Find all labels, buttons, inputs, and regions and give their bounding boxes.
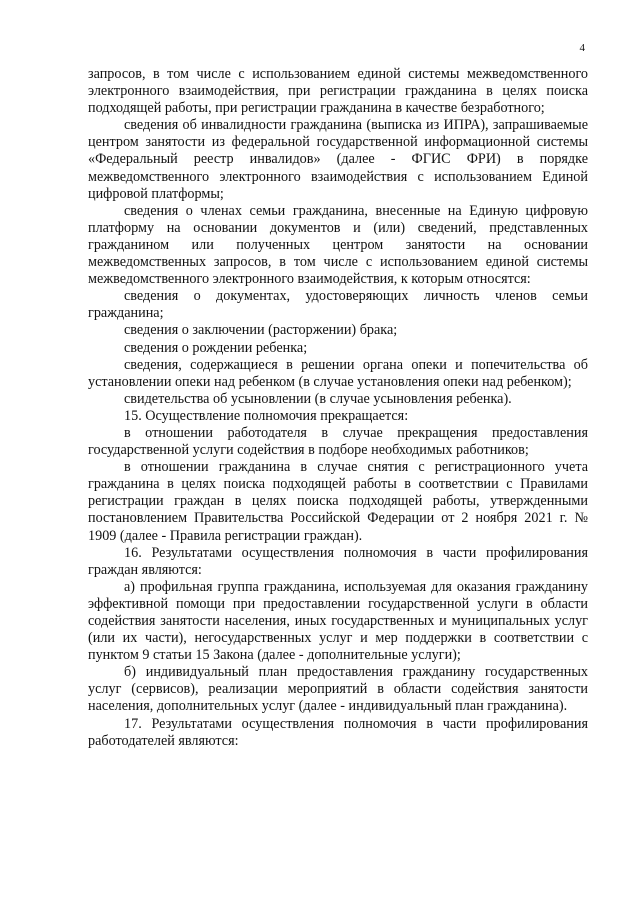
paragraph: сведения, содержащиеся в решении органа опеки и попечительства об установлении опеки над ребенком (в случае установления опеки над ребенком); [88,356,588,390]
paragraph: 17. Результатами осуществления полномочия в части профилирования работодателей являются: [88,715,588,749]
paragraph: 15. Осуществление полномочия прекращается: [124,407,409,424]
paragraph: а) профильная группа гражданина, используемая для оказания гражданину эффективной помощи при предоставлении государственной услуги в области содействия занятости населения, иных государственных и муниципальных услуг (или их части), негосударственных услуг и мер поддержки в соответствии с пунктом 9 статьи 15 Закона (далее - дополнительные услуги); [88,578,588,664]
paragraph: сведения о документах, удостоверяющих личность членов семьи гражданина; [88,288,588,322]
paragraph: в отношении гражданина в случае снятия с регистрационного учета гражданина в целях поиска подходящей работы в соответствии с Правилами регистрации граждан в целях поиска подходящей работы, утвержденными постановлением Правительства Российской Федерации от 2 ноября 2021 г. № 1909 (далее - Правила регистрации граждан). [88,459,588,544]
document-body [88,66,588,750]
paragraph: 16. Результатами осуществления полномочия в части профилирования граждан являются: [88,544,588,578]
paragraph: свидетельства об усыновлении (в случае усыновления ребенка). [124,390,512,407]
paragraph: запросов, в том числе с использованием единой системы межведомственного электронного взаимодействия, при регистрации гражданина в целях поиска подходящей работы, при регистрации гражданина в качестве безработного; [88,66,588,117]
page-number: 4 [579,42,585,54]
paragraph: сведения о заключении (расторжении) брака; [124,322,398,339]
paragraph: в отношении работодателя в случае прекращения предоставления государственной услуги содействия в подборе необходимых работников; [88,424,588,459]
paragraph: сведения об инвалидности гражданина (выписка из ИПРА), запрашиваемые центром занятости из федеральной государственной информационной системы «Федеральный реестр инвалидов» (далее - ФГИС ФРИ) в порядке межведомственного электронного взаимодействия с использованием Единой цифровой платформы; [88,117,588,202]
paragraph: сведения о рождении ребенка; [124,339,308,356]
paragraph: б) индивидуальный план предоставления гражданину государственных услуг (сервисов), реализации мероприятий в области содействия занятости населения, дополнительных услуг (далее - индивидуальный план гражданина). [88,664,588,715]
paragraph: сведения о членах семьи гражданина, внесенные на Единую цифровую платформу на основании документов и (или) сведений, представленных гражданином или полученных центром занятости на основании межведомственных запросов, в том числе с использованием единой системы межведомственного электронного взаимодействия, к которым относятся: [88,202,588,288]
